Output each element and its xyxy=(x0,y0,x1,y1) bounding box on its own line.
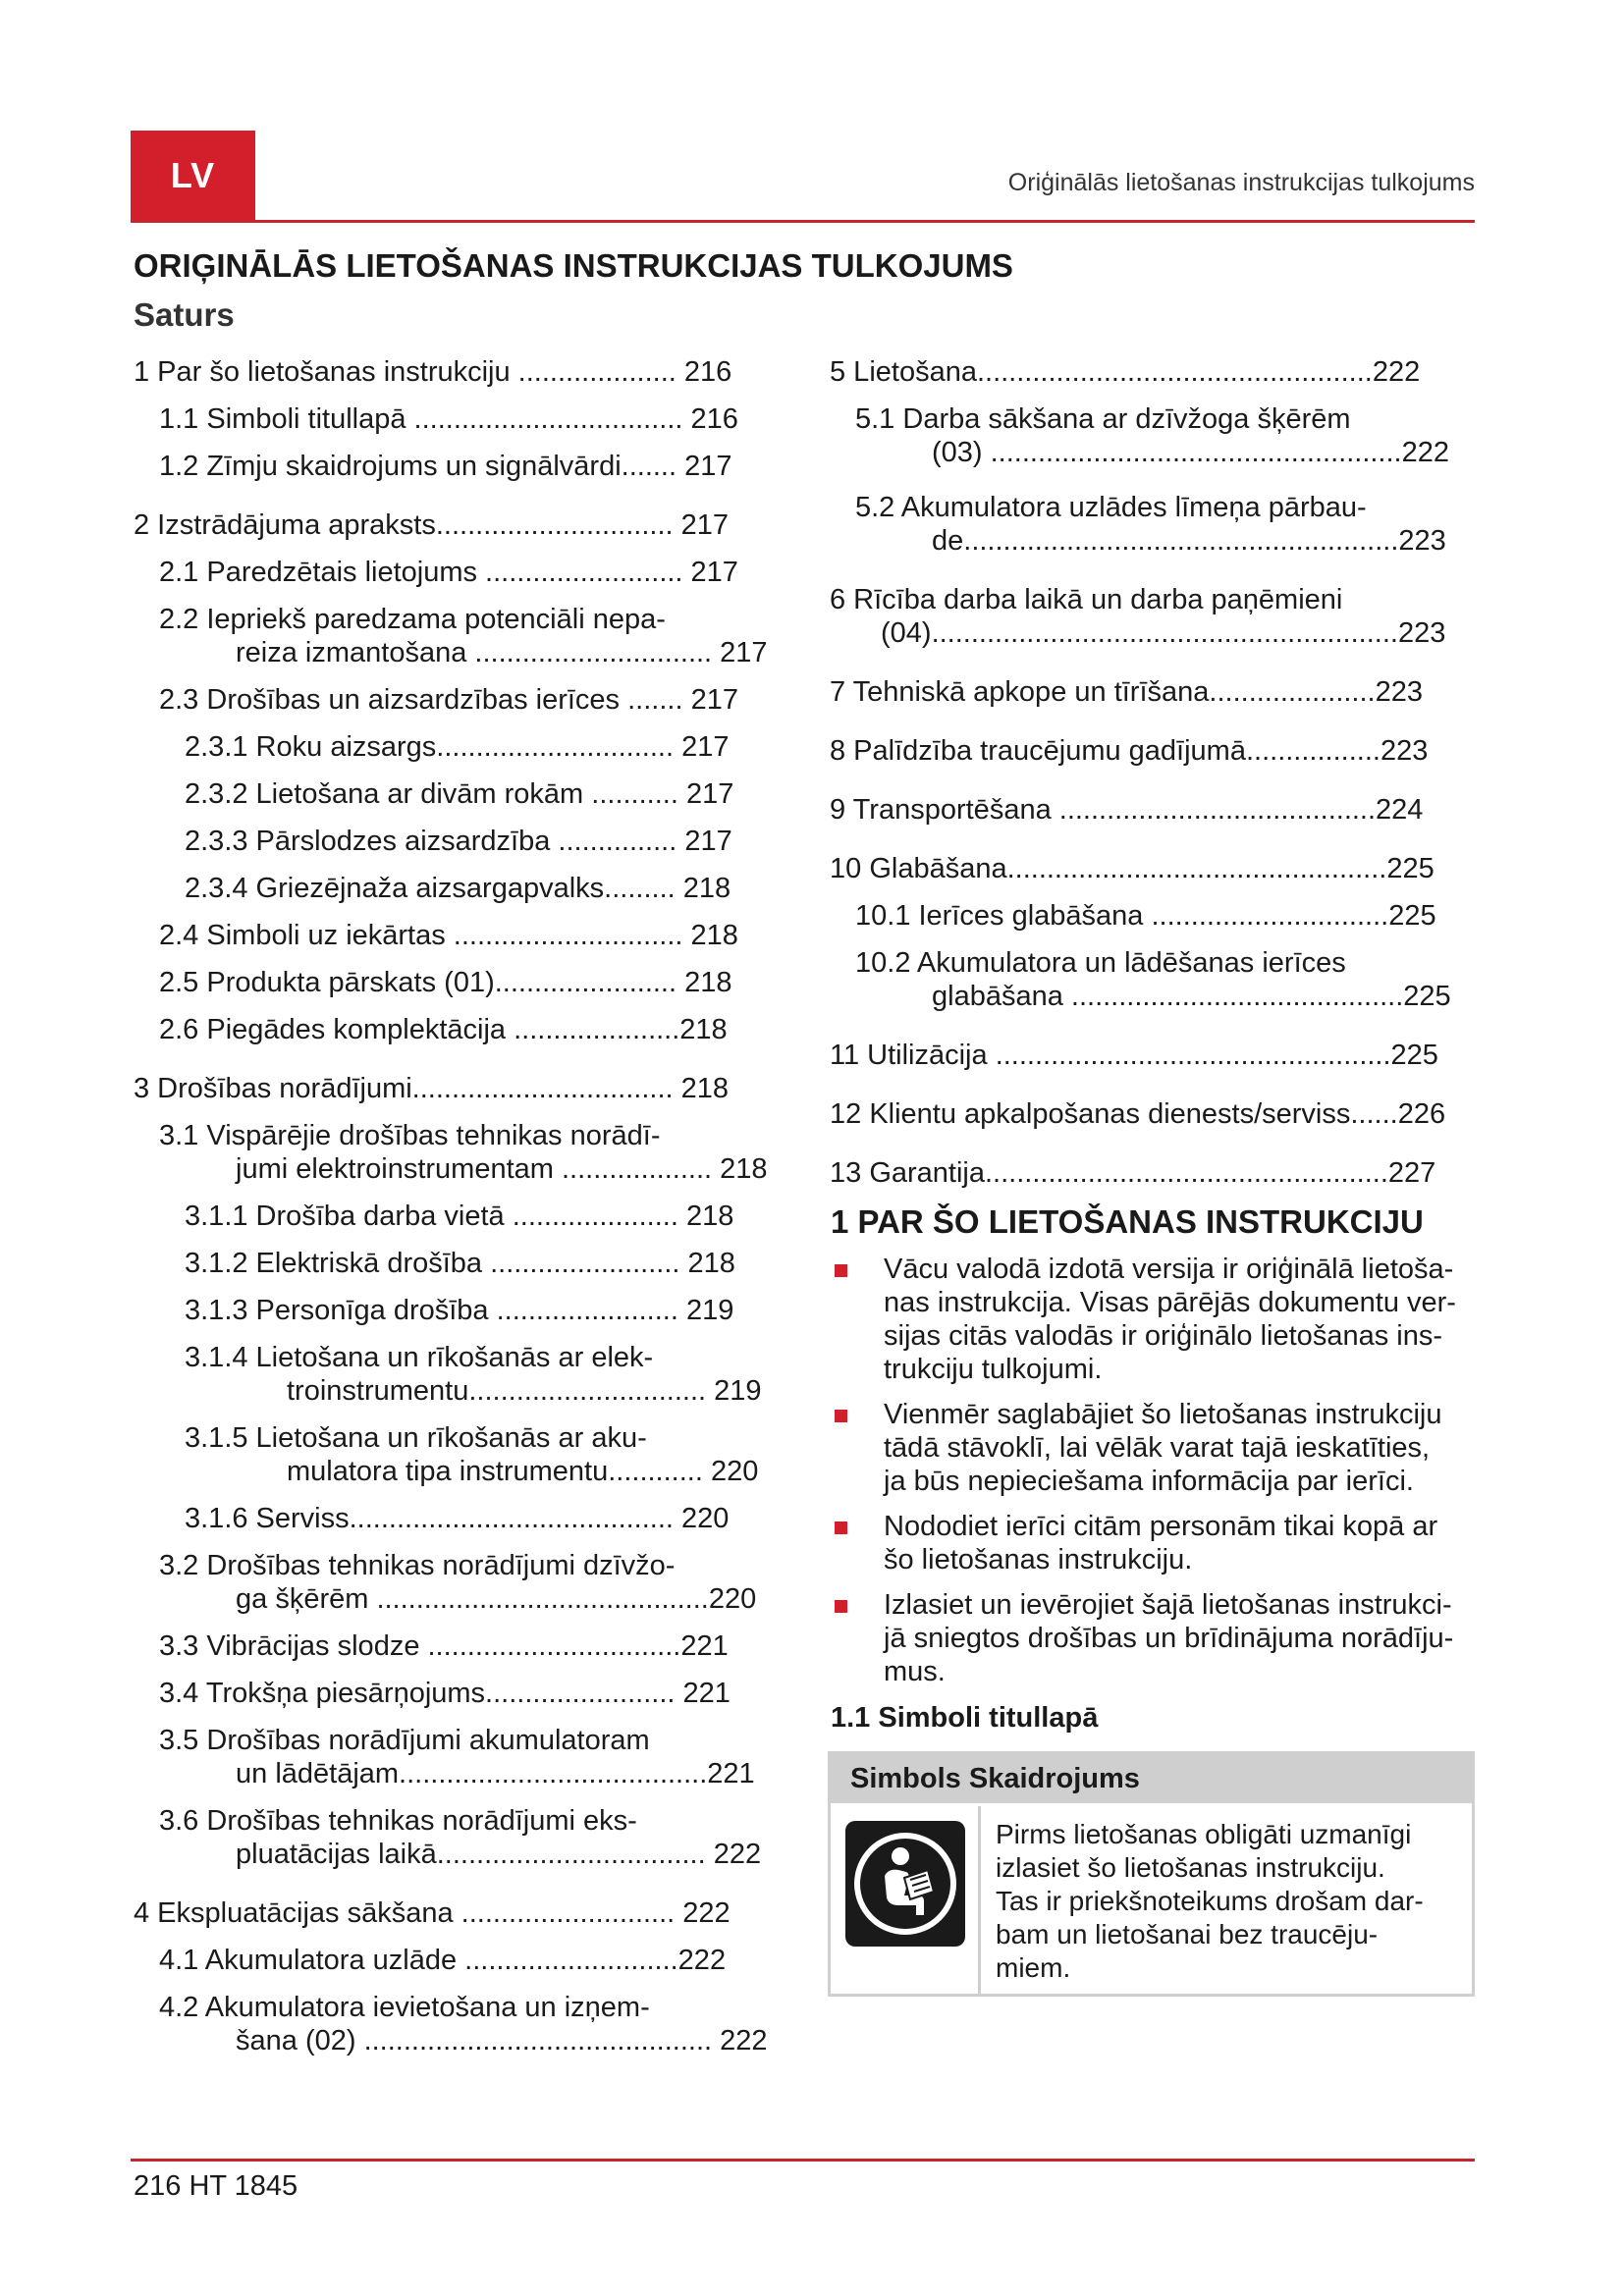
toc-entry-12[interactable]: 12 Klientu apkalpošanas dienests/serviss......226 xyxy=(830,1098,1446,1130)
toc-entry-2-6[interactable]: 2.6 Piegādes komplektācija .....................218 xyxy=(159,1014,728,1045)
toc-entry-5-2[interactable]: 5.2 Akumulatora uzlādes līmeņa pārbau- de.......................................................223 xyxy=(855,492,1446,557)
document-title: ORIĢINĀLĀS LIETOŠANAS INSTRUKCIJAS TULKOJUMS xyxy=(134,247,1013,284)
toc-entry-4-1[interactable]: 4.1 Akumulatora uzlāde ...........................222 xyxy=(159,1945,727,1976)
toc-entry-2-2[interactable]: 2.2 Iepriekš paredzama potenciāli nepa- reiza izmantošana .............................. 217 xyxy=(159,604,768,668)
list-item: Nododiet ierīci citām personām tikai kopā ar šo lietošanas instrukciju. xyxy=(831,1510,1475,1576)
symbols-table-header: Simbols Skaidrojums xyxy=(831,1754,1472,1803)
section-1-bullet-list xyxy=(831,1253,1475,1700)
toc-entry-3-5[interactable]: 3.5 Drošības norādījumi akumulatoram un lādētājam.......................................221 xyxy=(159,1725,755,1789)
toc-entry-1[interactable]: 1 Par šo lietošanas instrukciju .................... 216 xyxy=(134,356,732,388)
column-divider xyxy=(978,1806,981,1994)
symbols-table xyxy=(828,1751,1475,1997)
section-1-1-heading: 1.1 Simboli titullapā xyxy=(831,1702,1099,1734)
toc-entry-3-1-3[interactable]: 3.1.3 Personīga drošība ....................... 219 xyxy=(185,1295,734,1326)
toc-entry-8[interactable]: 8 Palīdzība traucējumu gadījumā.................223 xyxy=(830,735,1429,767)
toc-entry-9[interactable]: 9 Transportēšana ........................................224 xyxy=(830,794,1424,826)
toc-entry-3[interactable]: 3 Drošības norādījumi................................. 218 xyxy=(134,1073,730,1104)
contents-heading: Saturs xyxy=(134,296,235,333)
toc-entry-3-1-5[interactable]: 3.1.5 Lietošana un rīkošanās ar aku- mulatora tipa instrumentu............ 220 xyxy=(185,1422,759,1487)
list-item: Vācu valodā izdotā versija ir oriģinālā lietoša- nas instrukcija. Visas pārējās dokumentu ver- sijas citās valodās ir oriģinālo lietošanas ins- trukciju tulkojumi. xyxy=(831,1253,1475,1386)
toc-entry-2-3-2[interactable]: 2.3.2 Lietošana ar divām rokām ........... 217 xyxy=(185,778,734,810)
symbols-table-row xyxy=(831,1806,1472,1994)
toc-entry-3-1-4[interactable]: 3.1.4 Lietošana un rīkošanās ar elek- troinstrumentu.............................. 219 xyxy=(185,1342,762,1407)
toc-entry-3-6[interactable]: 3.6 Drošības tehnikas norādījumi eks- pluatācijas laikā.................................. 222 xyxy=(159,1805,762,1870)
read-manual-icon xyxy=(845,1821,965,1947)
toc-entry-10[interactable]: 10 Glabāšana................................................225 xyxy=(830,853,1435,884)
toc-left-column xyxy=(134,355,786,2057)
toc-entry-2-1[interactable]: 2.1 Paredzētais lietojums ......................... 217 xyxy=(159,557,738,588)
toc-entry-2-4[interactable]: 2.4 Simboli uz iekārtas ............................. 218 xyxy=(159,920,738,951)
toc-entry-2-3-4[interactable]: 2.3.4 Griezējnaža aizsargapvalks......... 218 xyxy=(185,873,731,904)
toc-entry-4-2[interactable]: 4.2 Akumulatora ievietošana un izņem- šana (02) ............................................ 222 xyxy=(159,1992,768,2056)
footer-divider xyxy=(131,2159,1475,2162)
toc-entry-2-5[interactable]: 2.5 Produkta pārskats (01)....................... 218 xyxy=(159,967,732,998)
bullet-square-icon xyxy=(835,1264,847,1277)
toc-entry-2-3-1[interactable]: 2.3.1 Roku aizsargs.............................. 217 xyxy=(185,731,730,763)
toc-entry-7[interactable]: 7 Tehniskā apkope un tīrīšana.....................223 xyxy=(830,676,1423,708)
toc-entry-3-1-2[interactable]: 3.1.2 Elektriskā drošība ........................ 218 xyxy=(185,1248,735,1279)
toc-entry-5-1[interactable]: 5.1 Darba sākšana ar dzīvžoga šķērēm (03) ....................................................222 xyxy=(855,403,1449,468)
toc-entry-10-1[interactable]: 10.1 Ierīces glabāšana ..............................225 xyxy=(855,900,1436,932)
list-item: Vienmēr saglabājiet šo lietošanas instrukciju tādā stāvoklī, lai vēlāk varat tajā ieskatīties, ja būs nepieciešama informācija par ierīci. xyxy=(831,1398,1475,1498)
toc-entry-1-1[interactable]: 1.1 Simboli titullapā .................................. 216 xyxy=(159,403,738,435)
toc-entry-5[interactable]: 5 Lietošana..................................................222 xyxy=(830,356,1421,388)
toc-entry-3-1[interactable]: 3.1 Vispārējie drošības tehnikas norādī- jumi elektroinstrumentam ................... 218 xyxy=(159,1120,768,1185)
list-item: Izlasiet un ievērojiet šajā lietošanas instrukci- jā sniegtos drošības un brīdinājuma norādīju- mus. xyxy=(831,1588,1475,1688)
toc-entry-2-3[interactable]: 2.3 Drošības un aizsardzības ierīces ....... 217 xyxy=(159,684,738,716)
toc-entry-11[interactable]: 11 Utilizācija ..................................................225 xyxy=(830,1040,1438,1071)
toc-entry-1-2[interactable]: 1.2 Zīmju skaidrojums un signālvārdi....... 217 xyxy=(159,451,732,482)
symbol-description: Pirms lietošanas obligāti uzmanīgi izlasiet šo lietošanas instrukciju. Tas ir priekšnoteikums drošam dar- bam un lietošanai bez traucēju- miem. xyxy=(996,1819,1424,1983)
toc-entry-2[interactable]: 2 Izstrādājuma apraksts.............................. 217 xyxy=(134,509,730,541)
toc-entry-4[interactable]: 4 Ekspluatācijas sākšana ........................... 222 xyxy=(134,1897,731,1929)
bullet-square-icon xyxy=(835,1600,847,1613)
bullet-square-icon xyxy=(835,1410,847,1422)
toc-entry-3-4[interactable]: 3.4 Trokšņa piesārņojums........................ 221 xyxy=(159,1678,731,1709)
header-divider xyxy=(131,220,1475,223)
toc-entry-3-1-6[interactable]: 3.1.6 Serviss......................................... 220 xyxy=(185,1503,730,1534)
toc-entry-10-2[interactable]: 10.2 Akumulatora un lādēšanas ierīces glabāšana ..........................................225 xyxy=(855,947,1451,1012)
toc-entry-6[interactable]: 6 Rīcība darba laikā un darba paņēmieni (04)...........................................................223 xyxy=(830,584,1446,649)
bullet-square-icon xyxy=(835,1522,847,1534)
toc-entry-3-1-1[interactable]: 3.1.1 Drošība darba vietā ..................... 218 xyxy=(185,1201,734,1232)
language-tab: LV xyxy=(131,131,255,221)
toc-entry-3-3[interactable]: 3.3 Vibrācijas slodze ................................221 xyxy=(159,1630,729,1662)
toc-entry-2-3-3[interactable]: 2.3.3 Pārslodzes aizsardzība ............... 217 xyxy=(185,826,732,857)
running-header: Oriģinālās lietošanas instrukcijas tulkojums xyxy=(1007,169,1475,196)
toc-entry-3-2[interactable]: 3.2 Drošības tehnikas norādījumi dzīvžo- ga šķērēm ..........................................220 xyxy=(159,1550,757,1615)
toc-entry-13[interactable]: 13 Garantija...................................................227 xyxy=(830,1157,1436,1189)
toc-right-column xyxy=(830,355,1475,1190)
page-number: 216 HT 1845 xyxy=(134,2170,298,2202)
section-1-heading: 1 PAR ŠO LIETOŠANAS INSTRUKCIJU xyxy=(831,1203,1424,1240)
